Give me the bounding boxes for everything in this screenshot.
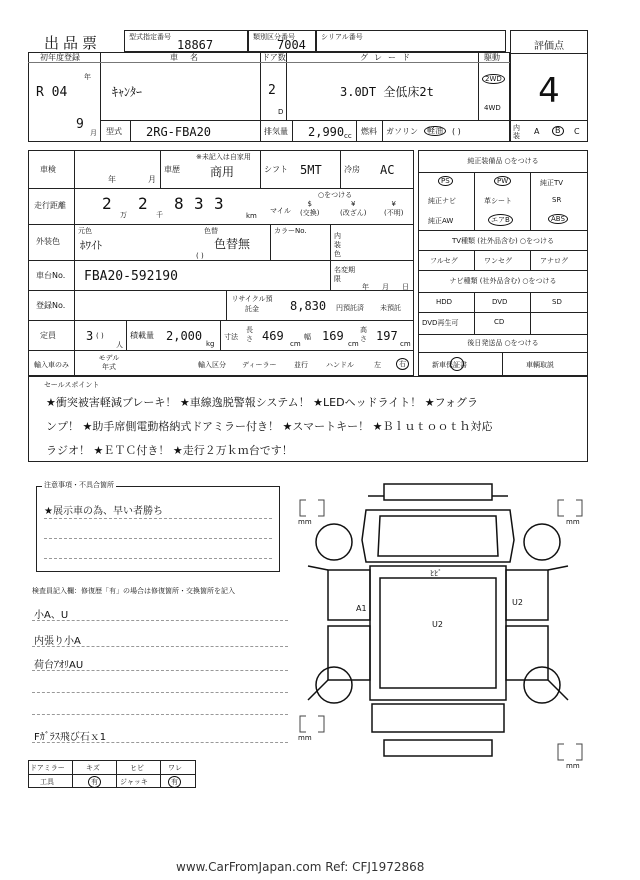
- import-parallel[interactable]: 並行: [294, 361, 308, 369]
- mileage-label: 走行距離: [34, 201, 66, 210]
- width-unit: cm: [348, 340, 359, 348]
- capacity-unit: 人: [116, 341, 123, 349]
- navi-dvd-play[interactable]: DVD再生可: [422, 319, 459, 327]
- navi-title: ナビ種類 (社外品含む) ○をつける: [449, 277, 557, 285]
- legend-scratch: キズ: [86, 764, 100, 772]
- rear-gate: [372, 704, 504, 732]
- mileage-unit: km: [246, 212, 257, 220]
- inspection-year: 年: [108, 175, 116, 184]
- handle-left[interactable]: 左: [374, 361, 381, 369]
- length-label: 長さ: [246, 326, 253, 343]
- color-orig-value: ﾎﾜｲﾄ: [80, 239, 102, 252]
- mm-rear-left: mm: [298, 734, 312, 742]
- equip-ps[interactable]: PS: [438, 176, 453, 186]
- equip-tv[interactable]: 純正TV: [540, 179, 564, 187]
- handle-label: ハンドル: [326, 361, 354, 369]
- dims-label: 寸法: [224, 333, 238, 341]
- height-value: 197: [376, 329, 398, 343]
- mileage-opt-unknown[interactable]: ¥ (不明): [384, 200, 404, 217]
- sales-line: ラジオ！ ★ＥＴＣ付き！ ★走行２万ｋｍ台です！: [46, 444, 293, 457]
- doors-label: ドア数: [262, 53, 286, 62]
- interior-b[interactable]: B: [552, 126, 564, 136]
- footer-watermark: www.CarFromJapan.com Ref: CFJ1972868: [176, 860, 425, 874]
- mm-rear-right: mm: [566, 762, 580, 770]
- class-no-box: [248, 30, 316, 52]
- use-value: 商用: [210, 165, 235, 179]
- displacement-unit: cc: [344, 132, 352, 140]
- docs-title: 後日発送品 ○をつける: [467, 339, 539, 347]
- legend-break: ワレ: [168, 764, 182, 772]
- equip-sr[interactable]: SR: [552, 196, 562, 204]
- tv-analog[interactable]: アナログ: [540, 257, 568, 265]
- vehicle-name: ｷｬﾝﾀｰ: [112, 85, 143, 99]
- color-no-label: カラーNo.: [274, 227, 307, 235]
- chassis-label: 車台No.: [36, 271, 66, 280]
- name-label: 車名: [170, 53, 210, 62]
- mileage-opt-tampered[interactable]: ¥ (改ざん): [340, 200, 367, 217]
- fuel-gasoline[interactable]: ガソリン: [386, 127, 418, 136]
- shift-label: シフト: [264, 165, 288, 174]
- year-suffix: 年: [84, 73, 91, 81]
- equip-abs[interactable]: ABS: [548, 214, 568, 224]
- recycle-label: リサイクル預託金: [231, 295, 273, 313]
- inspector-label: 検査員記入欄：修復歴「有」の場合は修復箇所・交換箇所を記入: [32, 587, 235, 595]
- mm-front-right: mm: [566, 518, 580, 526]
- docs-warranty-circle: [450, 357, 464, 371]
- docs-warranty[interactable]: 新車保証書: [432, 361, 467, 369]
- displacement-label: 排気量: [264, 127, 288, 136]
- interior-color-label: 内装色: [334, 232, 341, 258]
- capacity-value: 3: [86, 329, 94, 343]
- capacity-label: 定員: [40, 331, 56, 340]
- doors-value: 2: [268, 83, 276, 98]
- tv-full[interactable]: フルセグ: [430, 257, 458, 265]
- notes-text: ★展示車の為、早い者勝ち: [44, 506, 163, 517]
- use-note: ※未記入は自家用: [196, 153, 251, 161]
- mileage-digit: 8: [174, 194, 184, 213]
- equipment-title: 純正装備品 ○をつける: [467, 157, 539, 165]
- inspector-line: 内張り小A: [34, 636, 81, 647]
- import-label: 輸入車のみ: [34, 361, 69, 369]
- plate-month: 月: [382, 283, 389, 291]
- capacity-paren: ( ): [96, 332, 104, 340]
- front-right-wheel: [524, 524, 560, 560]
- type-no-box: [124, 30, 248, 52]
- mileage-digit: 2: [102, 194, 112, 213]
- right-bed-side: [506, 626, 548, 680]
- ac-value: AC: [380, 163, 395, 177]
- doors-sub: D: [278, 108, 284, 116]
- recycle-done[interactable]: 円預託済: [336, 304, 364, 312]
- navi-dvd[interactable]: DVD: [492, 298, 508, 306]
- use-label: 車歴: [164, 165, 180, 174]
- mileage-opt-mile[interactable]: マイル: [270, 207, 291, 215]
- plate-year: 年: [362, 283, 369, 291]
- model-value: 2RG-FBA20: [146, 125, 212, 139]
- color-paint-value: 色替無: [214, 237, 251, 251]
- cargo-floor: [380, 578, 496, 688]
- mileage-digits: [92, 192, 242, 218]
- type-no-value: 18867: [177, 38, 214, 52]
- mark-u2-center: U2: [432, 620, 443, 629]
- right-door: [506, 570, 548, 620]
- color-label: 外装色: [36, 237, 60, 246]
- rear-bumper: [384, 740, 492, 756]
- inspector-line: Fｶﾞﾗｽ飛び石ｘ1: [34, 732, 107, 743]
- form-title: 出品票: [44, 34, 102, 52]
- recycle-value: 8,830: [290, 299, 327, 313]
- windshield: [378, 516, 498, 556]
- rear-left-wheel: [316, 667, 352, 703]
- import-type-label: 輸入区分: [198, 361, 226, 369]
- length-unit: cm: [290, 340, 301, 348]
- inspector-line: 小A、U: [34, 610, 69, 621]
- displacement-value: 2,990: [308, 125, 345, 139]
- load-value: 2,000: [166, 329, 203, 343]
- tv-one[interactable]: ワンセグ: [484, 257, 512, 265]
- equip-navi[interactable]: 純正ナビ: [428, 197, 456, 205]
- fuel-diesel[interactable]: 軽油: [424, 126, 446, 136]
- notes-label: 注意事項・不具合箇所: [44, 481, 114, 489]
- model-year-label: モデル年式: [98, 354, 120, 371]
- mileage-digit: 2: [138, 194, 148, 213]
- legend-crack: ヒビ: [130, 764, 144, 772]
- mileage-digit: 3: [214, 194, 224, 213]
- drive-label: 駆動: [484, 53, 500, 62]
- mileage-sen: 千: [156, 211, 163, 219]
- width-label: 幅: [304, 333, 311, 341]
- inspector-line: 荷台ｱｵﾘAU: [34, 660, 84, 671]
- mm-front-left: mm: [298, 518, 312, 526]
- mark-a1: A1: [356, 604, 367, 613]
- serial-label: シリアル番号: [321, 33, 363, 41]
- color-orig-label: 元色: [78, 227, 92, 235]
- inspection-month: 月: [148, 175, 156, 184]
- equip-aw[interactable]: 純正AW: [428, 217, 454, 225]
- first-reg-month: 9: [76, 117, 84, 132]
- sales-label: セールスポイント: [44, 381, 100, 389]
- inspection-label: 車検: [40, 165, 56, 174]
- legend-jack-yes: 有: [168, 776, 181, 788]
- cab: [362, 510, 514, 562]
- first-reg-label: 初年度登録: [40, 53, 80, 62]
- score-label: 評価点: [534, 41, 564, 52]
- mark-windshield-crack: ﾋﾋﾞ: [430, 569, 442, 578]
- legend-jack: ジャッキ: [120, 778, 148, 786]
- legend-tools: 工具: [40, 778, 54, 786]
- mark-u2-right: U2: [512, 598, 523, 607]
- class-no-value: 7004: [277, 38, 306, 52]
- notes-block: [36, 486, 280, 572]
- equip-airbag[interactable]: エアB: [488, 214, 513, 226]
- registration-label: 登録No.: [36, 301, 66, 310]
- interior-c[interactable]: C: [574, 127, 580, 136]
- car-diagram: [288, 470, 588, 810]
- serial-box: [316, 30, 506, 52]
- grade-value: 3.0DT 全低床2t: [340, 85, 434, 99]
- rear-right-wheel: [524, 667, 560, 703]
- legend-tools-yes: 有: [88, 776, 101, 788]
- mileage-man: 万: [120, 211, 127, 219]
- shift-value: 5MT: [300, 163, 322, 177]
- mileage-digit: 3: [194, 194, 204, 213]
- front-left-wheel: [316, 524, 352, 560]
- width-value: 169: [322, 329, 344, 343]
- drive-2wd[interactable]: 2WD: [482, 74, 505, 84]
- import-dealer[interactable]: ディーラー: [242, 361, 277, 369]
- load-unit: kg: [206, 340, 215, 348]
- fuel-other: ( ): [452, 127, 461, 136]
- score-value: 4: [538, 71, 560, 111]
- color-paint-paren: ( ): [196, 252, 204, 260]
- navi-cd[interactable]: CD: [494, 318, 505, 326]
- mileage-circle-note: ○をつける: [318, 191, 353, 199]
- equip-pw[interactable]: PW: [494, 176, 511, 186]
- drive-4wd[interactable]: 4WD: [484, 104, 501, 112]
- ac-label: 冷房: [344, 165, 360, 174]
- navi-sd[interactable]: SD: [552, 298, 562, 306]
- sales-line: ★衝突被害軽減ブレーキ！ ★車線逸脱警報システム！ ★LEDヘッドライト！ ★フォグラ: [46, 396, 479, 409]
- load-label: 積載量: [130, 331, 154, 340]
- plate-day: 日: [402, 283, 409, 291]
- navi-hdd[interactable]: HDD: [436, 298, 453, 306]
- equip-leather[interactable]: 革シート: [484, 197, 512, 205]
- cargo-bed: [370, 566, 506, 700]
- interior-a[interactable]: A: [534, 127, 540, 136]
- chassis-value: FBA20-592190: [84, 269, 178, 284]
- height-label: 高さ: [360, 326, 367, 343]
- color-paint-label: 色替: [204, 227, 218, 235]
- type-no-label: 型式指定番号: [129, 33, 171, 41]
- sales-line: ンプ！ ★助手席側電動格納式ドアミラー付き！ ★スマートキー！ ★Ｂｌｕｔｏｏｔｈ対応: [46, 420, 493, 433]
- height-unit: cm: [400, 340, 411, 348]
- tv-title: TV種類 (社外品含む) ○をつける: [451, 237, 555, 245]
- handle-right[interactable]: 右: [396, 358, 409, 370]
- legend-mirror: ドアミラー: [30, 764, 65, 772]
- first-reg-era: R 04: [36, 85, 68, 100]
- interior-label: 内装: [513, 124, 520, 140]
- recycle-not[interactable]: 未預託: [380, 304, 401, 312]
- left-bed-side: [328, 626, 370, 680]
- model-label: 型式: [106, 127, 122, 136]
- fuel-label: 燃料: [361, 127, 377, 136]
- length-value: 469: [262, 329, 284, 343]
- front-bumper: [384, 484, 492, 500]
- class-no-label: 類別区分番号: [253, 33, 295, 41]
- month-suffix: 月: [90, 129, 97, 137]
- plate-change-label: 名変期限: [334, 266, 355, 283]
- docs-manual[interactable]: 車輌取説: [526, 361, 554, 369]
- mileage-opt-replaced[interactable]: $ (交換): [300, 200, 320, 217]
- grade-label: グレード: [360, 53, 416, 62]
